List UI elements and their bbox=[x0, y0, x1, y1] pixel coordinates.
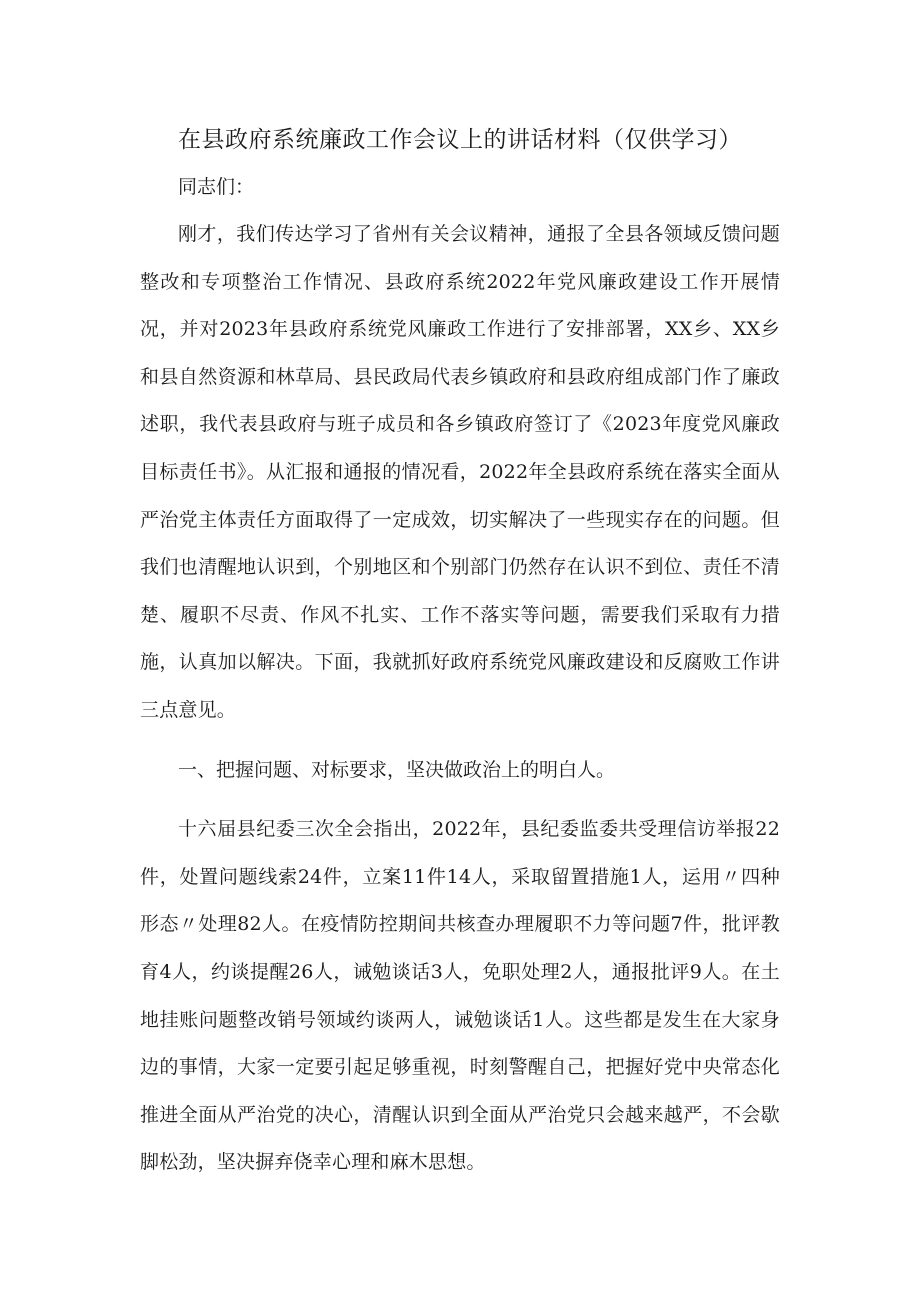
paragraph-opening: 刚才，我们传达学习了省州有关会议精神，通报了全县各领域反馈问题整改和专项整治工作情况、县政府系统2022年党风廉政建设工作开展情况，并对2023年县政府系统党风廉政工作进行了安排部署，XX乡、XX乡和县自然资源和林草局、县民政局代表乡镇政府和县政府组成部门作了廉政述职，我代表县政府与班子成员和各乡镇政府签订了《2023年度党风廉政目标责任书》。从汇报和通报的情况看，2022年全县政府系统在落实全面从严治党主体责任方面取得了一定成效，切实解决了一些现实存在的问题。但我们也清醒地认识到，个别地区和个别部门仍然存在认识不到位、责任不清楚、履职不尽责、作风不扎实、工作不落实等问题，需要我们采取有力措施，认真加以解决。下面，我就抓好政府系统党风廉政建设和反腐败工作讲三点意见。 bbox=[140, 223, 780, 721]
document-body bbox=[140, 168, 780, 1187]
greeting: 同志们： bbox=[178, 176, 255, 198]
paragraph-discipline-statistics: 十六届县纪委三次全会指出，2022年，县纪委监委共受理信访举报22件，处置问题线索24件，立案11件14人，采取留置措施1人，运用〃四种形态〃处理82人。在疫情防控期间共核查办理履职不力等问题7件，批评教育4人，约谈提醒26人，诫勉谈话3人，免职处理2人，通报批评9人。在土地挂账问题整改销号领域约谈两人，诫勉谈话1人。这些都是发生在大家身边的事情，大家一定要引起足够重视，时刻警醒自己，把握好党中央常态化推进全面从严治党的决心，清醒认识到全面从严治党只会越来越严，不会歇脚松劲，坚决摒弃侥幸心理和麻木思想。 bbox=[140, 818, 780, 1174]
document-title: 在县政府系统廉政工作会议上的讲话材料（仅供学习） bbox=[178, 127, 742, 153]
section-heading-1: 一、把握问题、对标要求，坚决做政治上的明白人。 bbox=[178, 758, 616, 781]
